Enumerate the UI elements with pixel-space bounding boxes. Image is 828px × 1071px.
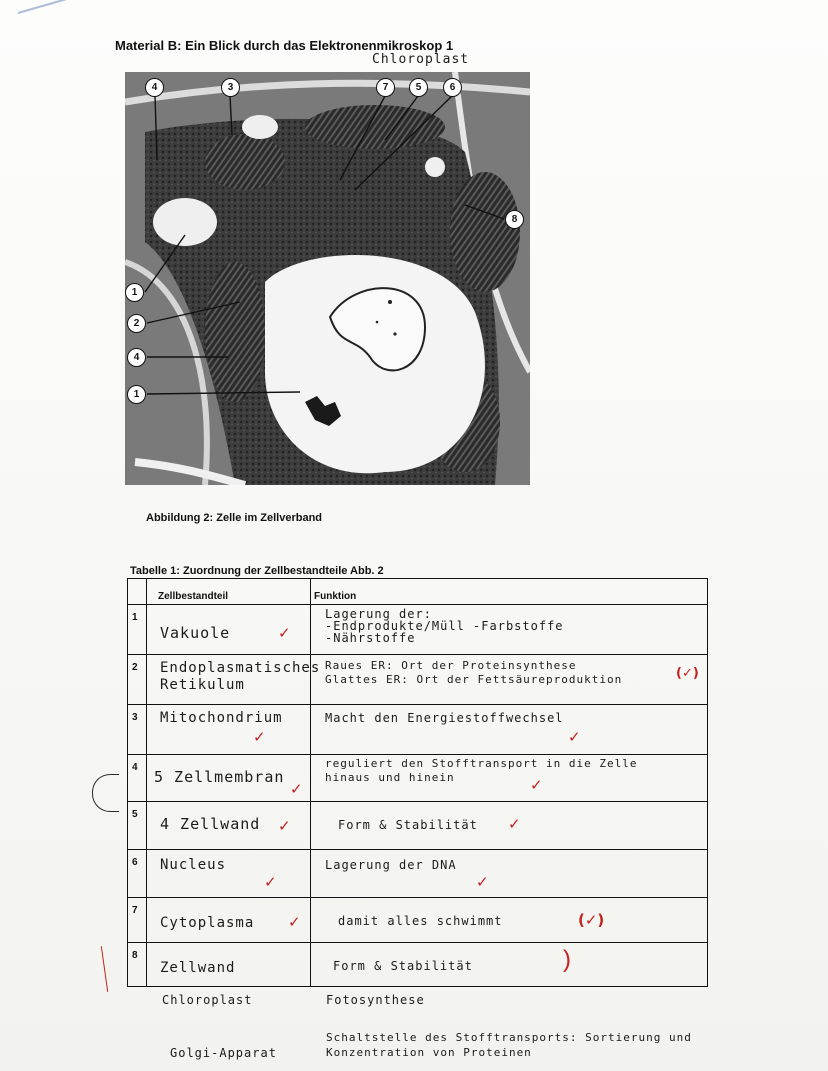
component-name: Mitochondrium bbox=[160, 710, 283, 726]
row-number: 5 bbox=[132, 809, 138, 820]
row-number: 3 bbox=[132, 712, 138, 723]
function-line: -Nährstoffe bbox=[325, 631, 416, 645]
callout-6: 6 bbox=[443, 78, 462, 97]
table-row bbox=[128, 604, 707, 655]
function-line: Lagerung der: bbox=[325, 607, 432, 621]
check-mark: ✓ bbox=[530, 776, 543, 794]
extra-component-name: Chloroplast bbox=[162, 993, 253, 1007]
component-name: Zellwand bbox=[160, 960, 236, 976]
component-name: Cytoplasma bbox=[160, 915, 255, 931]
component-name: Endoplasmatisches Retikulum bbox=[160, 660, 321, 693]
table-row bbox=[128, 754, 707, 802]
row-number: 7 bbox=[132, 905, 138, 916]
callout-8: 8 bbox=[505, 210, 524, 229]
extra-component-name: Golgi-Apparat bbox=[170, 1046, 277, 1060]
callout-4-lower: 4 bbox=[127, 348, 146, 367]
micrograph-drawing bbox=[125, 72, 530, 485]
table-row bbox=[128, 801, 707, 850]
function-line: damit alles schwimmt bbox=[338, 914, 503, 928]
callout-1-lower: 1 bbox=[127, 385, 146, 404]
component-name: 4 Zellwand bbox=[160, 815, 261, 833]
material-heading: Material B: Ein Blick durch das Elektronenmikroskop 1 bbox=[115, 38, 454, 53]
row-number: 2 bbox=[132, 662, 138, 673]
row-number: 8 bbox=[132, 950, 138, 961]
check-mark: ✓ bbox=[568, 728, 581, 746]
function-line: Glattes ER: Ort der Fettsäureproduktion bbox=[325, 673, 623, 686]
check-mark: ✓ bbox=[264, 873, 277, 891]
check-mark: ✓ bbox=[476, 873, 489, 891]
table-row bbox=[128, 704, 707, 755]
partial-check-mark: (✓) bbox=[676, 666, 699, 681]
table-header bbox=[128, 579, 707, 605]
function-line: Lagerung der DNA bbox=[325, 858, 457, 872]
table-row bbox=[128, 654, 707, 705]
swap-arrow-mark bbox=[92, 774, 119, 812]
check-mark: ✓ bbox=[508, 815, 521, 833]
row-number: 1 bbox=[132, 612, 138, 623]
check-mark: ✓ bbox=[290, 780, 303, 798]
check-mark: ✓ bbox=[288, 913, 301, 931]
function-line: Form & Stabilität bbox=[338, 818, 478, 832]
table-row bbox=[128, 849, 707, 898]
figure-caption: Abbildung 2: Zelle im Zellverband bbox=[146, 512, 323, 524]
red-closing-bracket: ) bbox=[563, 946, 571, 973]
table-caption: Tabelle 1: Zuordnung der Zellbestandteile Abb. 2 bbox=[130, 565, 384, 577]
component-name: Vakuole bbox=[160, 624, 231, 642]
callout-1-upper: 1 bbox=[125, 283, 144, 302]
check-mark: ✓ bbox=[278, 817, 291, 835]
check-mark: ✓ bbox=[253, 728, 266, 746]
table-row bbox=[128, 897, 707, 943]
cell-components-table bbox=[127, 578, 708, 987]
extra-function: Fotosynthese bbox=[326, 993, 425, 1007]
function-line: Macht den Energiestoffwechsel bbox=[325, 711, 564, 725]
function-line: Form & Stabilität bbox=[333, 959, 473, 973]
check-mark: ✓ bbox=[278, 624, 291, 642]
function-line: -Endprodukte/Müll -Farbstoffe bbox=[325, 619, 564, 633]
function-line: hinaus und hinein bbox=[325, 771, 455, 784]
callout-3: 3 bbox=[221, 78, 240, 97]
function-line: reguliert den Stofftransport in die Zelle bbox=[325, 757, 638, 770]
component-name: 5 Zellmembran bbox=[154, 768, 285, 786]
component-name: Nucleus bbox=[160, 857, 227, 873]
callout-2: 2 bbox=[127, 314, 146, 333]
callout-4-top: 4 bbox=[145, 78, 164, 97]
electron-micrograph bbox=[125, 72, 530, 485]
header-function: Funktion bbox=[314, 591, 357, 602]
partial-check-mark: (✓) bbox=[578, 911, 605, 929]
callout-5: 5 bbox=[409, 78, 428, 97]
function-line: Raues ER: Ort der Proteinsynthese bbox=[325, 659, 577, 672]
header-component: Zellbestandteil bbox=[158, 591, 229, 602]
callout-7: 7 bbox=[376, 78, 395, 97]
row-number: 6 bbox=[132, 857, 138, 868]
row-number: 4 bbox=[132, 762, 138, 773]
extra-function: Schaltstelle des Stofftransports: Sortierung und Konzentration von Proteinen bbox=[326, 1031, 692, 1059]
table-row bbox=[128, 942, 707, 986]
chloroplast-handwritten-label: Chloroplast bbox=[372, 52, 470, 67]
